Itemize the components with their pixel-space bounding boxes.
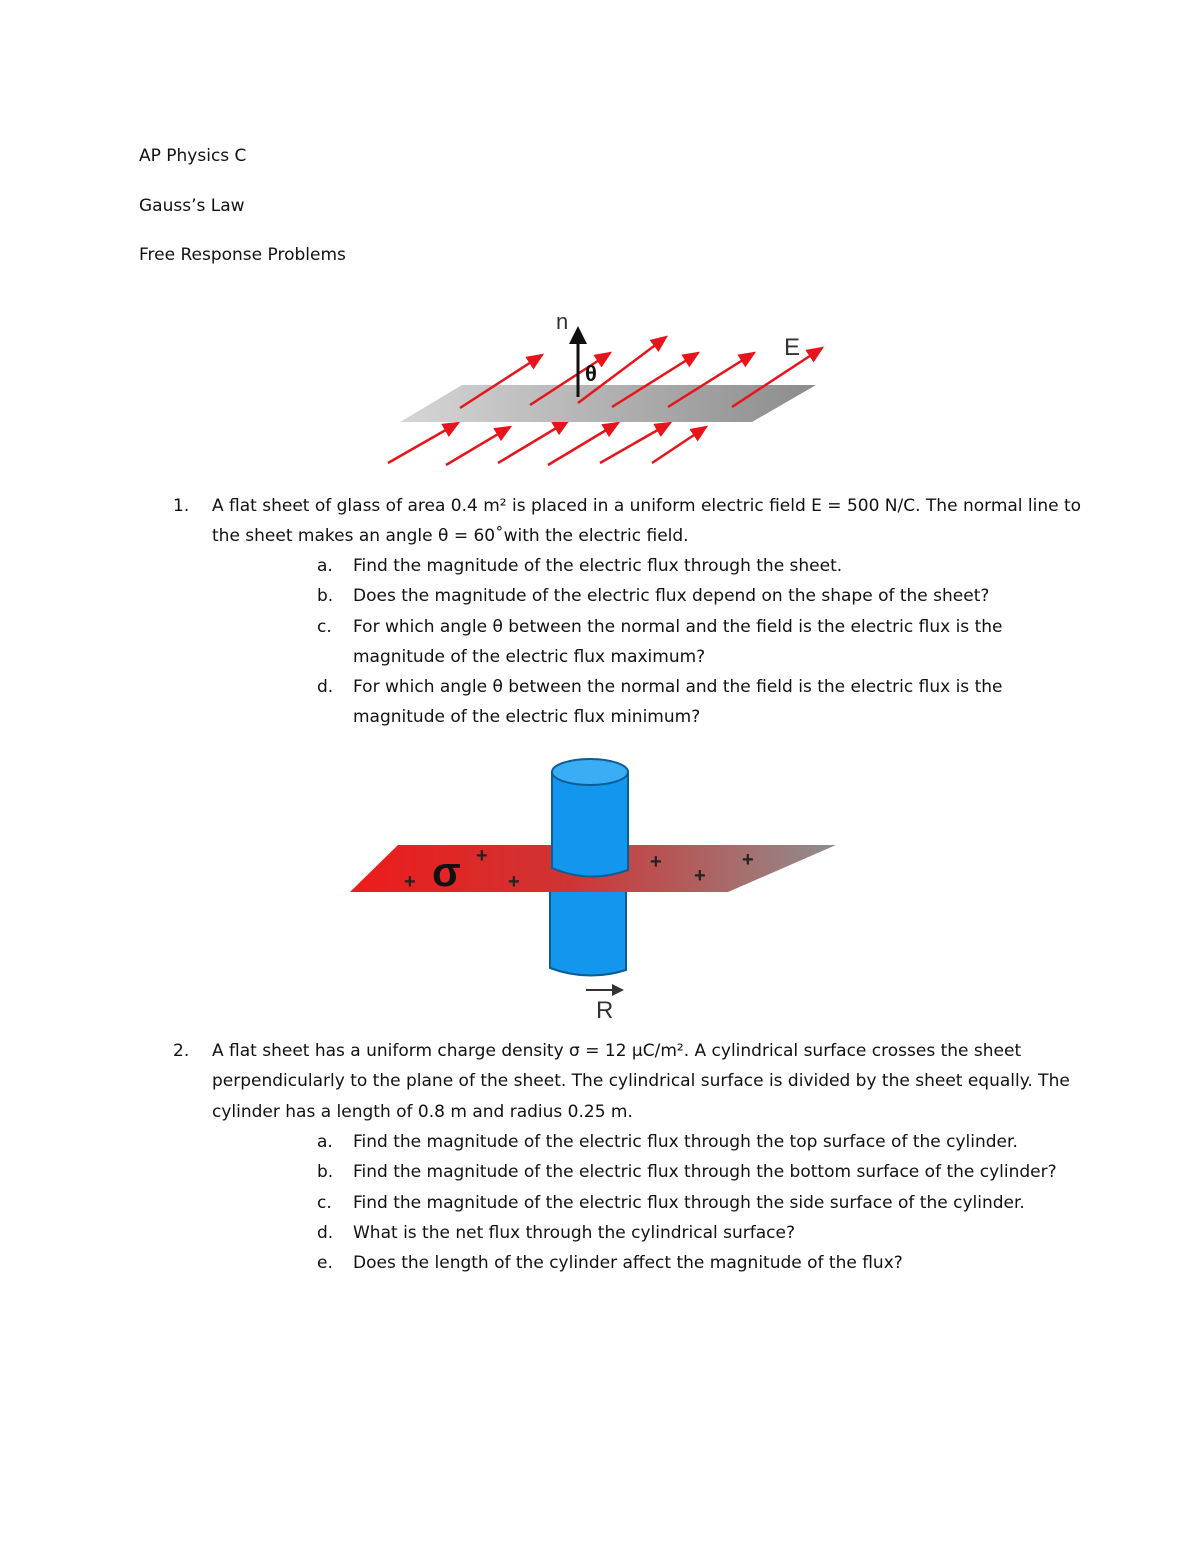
- problem-number: 2.: [173, 1041, 190, 1061]
- plus-sign: +: [742, 849, 754, 871]
- flux-sheet-figure: [380, 305, 840, 475]
- field-lines-lower: [388, 421, 706, 465]
- glass-sheet: [400, 385, 816, 422]
- part-d: d. For which angle θ between the normal and the field is the electric flux is the magnitude of the electric flux minimum?: [317, 677, 1003, 728]
- part-e: e. Does the length of the cylinder affect the magnitude of the flux?: [317, 1253, 903, 1274]
- topic-title: Gauss’s Law: [139, 196, 245, 216]
- problem-stem: A flat sheet has a uniform charge density σ = 12 μC/m². A cylindrical surface crosses the sheet perpendicularly to the plane of the sheet. The cylindrical surface is divided by the sheet equally. The cylinder has a length of 0.8 m and radius 0.25 m.: [212, 1041, 1070, 1122]
- plus-sign: +: [508, 871, 520, 893]
- sigma-label: σ: [432, 848, 461, 895]
- problem-number: 1.: [173, 496, 190, 516]
- part-c: c. For which angle θ between the normal and the field is the electric flux is the magnitude of the electric flux maximum?: [317, 616, 1003, 667]
- problem-stem: A flat sheet of glass of area 0.4 m² is placed in a uniform electric field E = 500 N/C. The normal line to the sheet makes an angle θ = 60˚with the electric field.: [212, 496, 1082, 547]
- normal-label: n: [556, 309, 569, 334]
- part-d: d. What is the net flux through the cylindrical surface?: [317, 1222, 795, 1243]
- plus-sign: +: [476, 845, 488, 867]
- plus-sign: +: [650, 851, 662, 873]
- plus-sign: +: [694, 865, 706, 887]
- document-type: Free Response Problems: [139, 245, 346, 265]
- cylinder-top: [552, 772, 628, 877]
- cylinder-sheet-figure: [340, 750, 850, 1025]
- angle-label: θ: [585, 361, 597, 386]
- radius-label: R: [596, 997, 614, 1024]
- course-title: AP Physics C: [139, 146, 247, 166]
- part-b: b. Find the magnitude of the electric flux through the bottom surface of the cylinder?: [317, 1162, 1057, 1183]
- problem-parts: [317, 1127, 1057, 1278]
- plus-sign: +: [404, 871, 416, 893]
- problem-parts: [317, 551, 1057, 733]
- part-b: b. Does the magnitude of the electric flux depend on the shape of the sheet?: [317, 586, 990, 607]
- cylinder-top-face: [552, 759, 628, 785]
- part-c: c. Find the magnitude of the electric flux through the side surface of the cylinder.: [317, 1192, 1025, 1213]
- field-label: E: [784, 334, 801, 361]
- part-a: a. Find the magnitude of the electric flux through the top surface of the cylinder.: [317, 1132, 1018, 1152]
- cylinder-bottom: [550, 880, 626, 976]
- part-a: a. Find the magnitude of the electric flux through the sheet.: [317, 556, 843, 576]
